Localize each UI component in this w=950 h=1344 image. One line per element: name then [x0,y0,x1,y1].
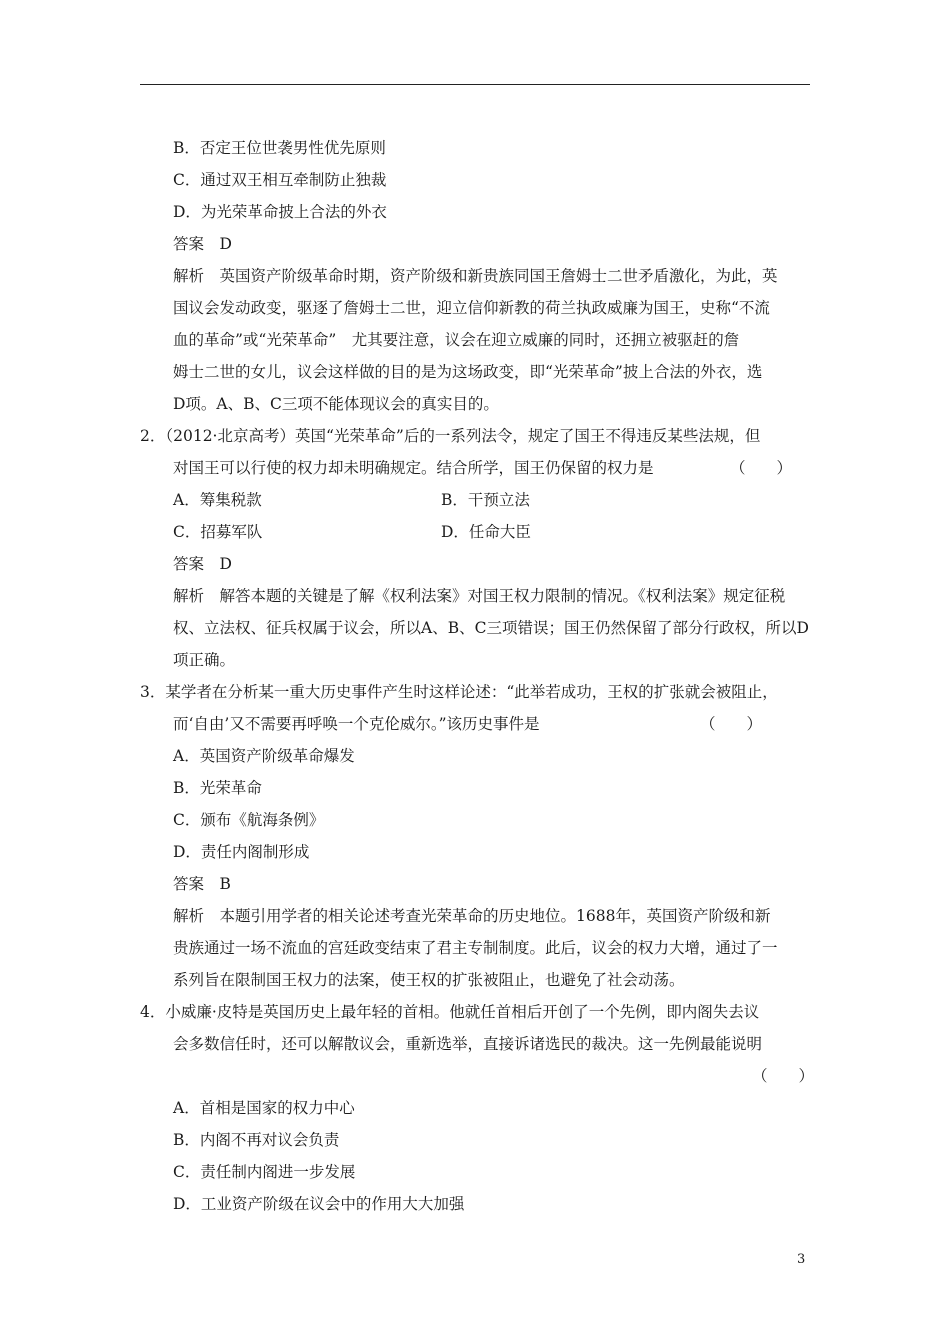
q2-answer-blank: （ ） [730,459,793,477]
q3-option-a: A．英国资产阶级革命爆发 [173,747,355,765]
header-rule [140,84,810,85]
q2-analysis-line: 项正确。 [173,651,236,669]
q2-stem-line: 2．（2012·北京高考）英国“光荣革命”后的一系列法令，规定了国王不得违反某些法规，但 [140,427,761,445]
q2-stem-line: 对国王可以行使的权力却未明确规定。结合所学，国王仍保留的权力是 [173,459,654,477]
q2-option-c: C．招募军队 [173,523,263,541]
q1-analysis-line: D项。A、B、C三项不能体现议会的真实目的。 [173,395,499,413]
q4-option-c: C．责任制内阁进一步发展 [173,1163,356,1181]
q2-analysis-line: 解析 解答本题的关键是了解《权利法案》对国王权力限制的情况。《权利法案》规定征税 [173,587,786,605]
q2-option-b: B．干预立法 [441,491,530,509]
q2-analysis-line: 权、立法权、征兵权属于议会，所以A、B、C三项错误；国王仍然保留了部分行政权，所以D [173,619,809,637]
q3-analysis-line: 解析 本题引用学者的相关论述考查光荣革命的历史地位。1688年，英国资产阶级和新 [173,907,771,925]
q3-stem-line: 而‘自由’又不需要再呼唤一个克伦威尔。”该历史事件是 [173,715,540,733]
q1-analysis-line: 血的革命”或“光荣革命” 尤其要注意，议会在迎立威廉的同时，还拥立被驱赶的詹 [173,331,740,349]
q4-answer-blank: （ ） [752,1067,815,1085]
q1-analysis-line: 解析 英国资产阶级革命时期，资产阶级和新贵族同国王詹姆士二世矛盾激化，为此，英 [173,267,778,285]
q4-stem-line: 4．小威廉·皮特是英国历史上最年轻的首相。他就任首相后开创了一个先例，即内阁失去议 [140,1003,760,1021]
q3-stem-line: 3．某学者在分析某一重大历史事件产生时这样论述：“此举若成功，王权的扩张就会被阻止， [140,683,778,701]
q3-option-b: B．光荣革命 [173,779,262,797]
q2-answer: 答案 D [173,555,232,573]
page-number: 3 [797,1252,806,1267]
q1-analysis-line: 国议会发动政变，驱逐了詹姆士二世，迎立信仰新教的荷兰执政威廉为国王，史称“不流 [173,299,770,317]
q4-option-d: D．工业资产阶级在议会中的作用大大加强 [173,1195,465,1213]
q3-analysis-line: 系列旨在限制国王权力的法案，使王权的扩张被阻止，也避免了社会动荡。 [173,971,685,989]
q1-answer: 答案 D [173,235,232,253]
q3-option-d: D．责任内阁制形成 [173,843,310,861]
q1-option-d: D．为光荣革命披上合法的外衣 [173,203,387,221]
q1-option-c: C．通过双王相互牵制防止独裁 [173,171,387,189]
q3-answer-blank: （ ） [700,715,763,733]
q1-option-b: B．否定王位世袭男性优先原则 [173,139,386,157]
q2-option-a: A．筹集税款 [173,491,262,509]
q4-stem-line: 会多数信任时，还可以解散议会，重新选举，直接诉诸选民的裁决。这一先例最能说明 [173,1035,763,1053]
q1-analysis-line: 姆士二世的女儿，议会这样做的目的是为这场政变，即“光荣革命”披上合法的外衣，选 [173,363,763,381]
q4-option-a: A．首相是国家的权力中心 [173,1099,355,1117]
q3-analysis-line: 贵族通过一场不流血的宫廷政变结束了君主专制制度。此后，议会的权力大增，通过了一 [173,939,778,957]
q3-answer: 答案 B [173,875,231,893]
q4-option-b: B．内阁不再对议会负责 [173,1131,340,1149]
q3-option-c: C．颁布《航海条例》 [173,811,325,829]
q2-option-d: D．任命大臣 [441,523,531,541]
